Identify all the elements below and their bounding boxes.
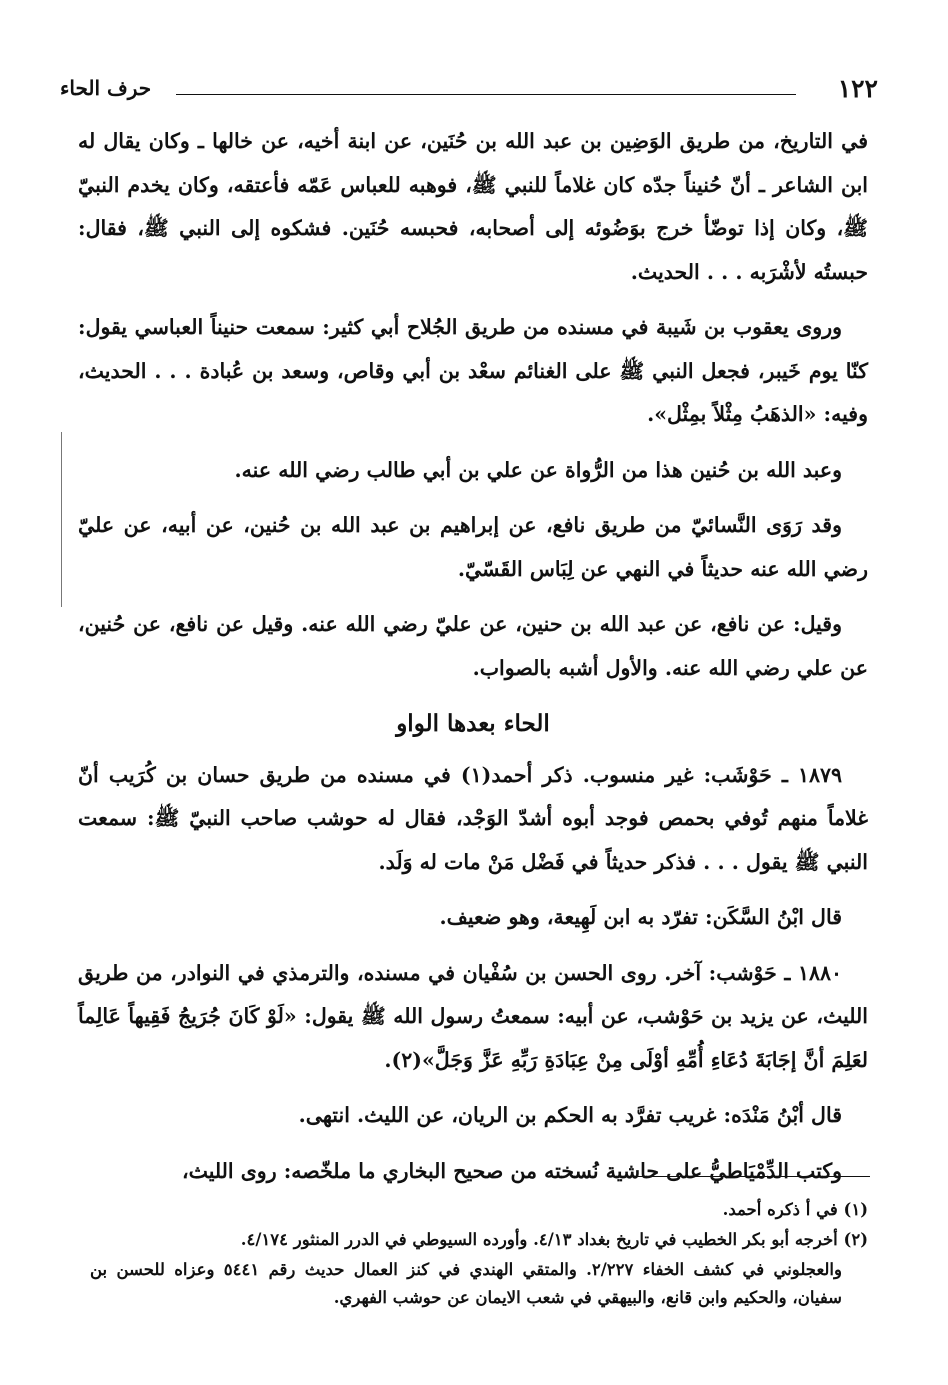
footnotes [90,1196,868,1312]
entry-1880-dimyati: وكتب الدِّمْيَاطيُّ على حاشية نُسخته من صحيح البخاري ما ملخّصه: روى الليث، [181,1158,842,1183]
paragraph-3: وعبد الله بن حُنين هذا من الرُّواة عن علي بن أبي طالب رضي الله عنه. [234,457,842,482]
page-header [60,74,878,110]
paragraph-2: وروى يعقوب بن شَيبة في مسنده من طريق الجُلاح أبي كثير: سمعت حنيناً العباسي يقول: كنّا يوم خَيبر، فجعل النبي ﷺ على الغنائم سعْد بن أبي وقاص، وسعد بن عُبادة . . . الحديث، وفيه: «الذهَبُ مِثْلاً بمِثْل». [78,315,868,426]
entry-1879: ١٨٧٩ ـ حَوْشَب: غير منسوب. ذكر أحمد(١) في مسنده من طريق حسان بن كُرَيب أنّ غلاماً منهم تُوفي بحمص فوجد أبوه أشدّ الوَجْد، فقال له حوشب صاحب النبيّ ﷺ: سمعت النبي ﷺ يقول . . . فذكر حديثاً في فَضْل مَنْ مات له وَلَد. [78,762,868,874]
paragraph-4: وقد رَوَى النَّسائيّ من طريق نافع، عن إبراهيم بن عبد الله بن حُنين، عن أبيه، عن عليّ رضي الله عنه حديثاً في النهي عن لِبَاس القَسّيّ. [78,513,868,581]
margin-line [61,432,62,607]
paragraph-5: وقيل: عن نافع، عن عبد الله بن حنين، عن عليّ رضي الله عنه. وقيل عن نافع، عن حُنين، عن علي رضي الله عنه. والأول أشبه بالصواب. [78,612,868,680]
footnote-2: (٢) أخرجه أبو بكر الخطيب في تاريخ بغداد ٤/١٣. وأورده السيوطي في الدرر المنثور ٤/١٧٤. [240,1230,868,1249]
page-number: ١٢٢ [837,74,878,103]
header-rule [176,94,796,95]
section-heading: الحاء بعدها الواو [396,710,550,737]
paragraph-1: في التاريخ، من طريق الوَضِين بن عبد الله بن حُنَين، عن ابنة أخيه، عن خالها ـ وكان يقال له ابن الشاعر ـ أنّ حُنيناً جدّه كان غلاماً للنبي ﷺ، فوهبه للعباس عَمّه فأعتقه، وكان يخدم النبيّ ﷺ، وكان إذا توضّأ خرج بوَضُوئه إلى أصحابه، فحبسه حُنَين. فشكوه إلى النبي ﷺ، فقال: حبستُه لأشْرَبه . . . الحديث. [78,129,868,284]
entry-1879-note: قال ابْنُ السَّكَن: تفرّد به ابن لَهِيعة، وهو ضعيف. [439,905,842,929]
entry-1880-note: قال أبْنُ مَنْدَه: غريب تفرَّد به الحكم بن الريان، عن الليث. انتهى. [298,1103,842,1127]
footnote-1: (١) في أ ذكره أحمد. [722,1200,868,1219]
running-title: حرف الحاء [60,76,152,100]
body-text [78,120,868,1205]
entry-1880: ١٨٨٠ ـ حَوْشب: آخر. روى الحسن بن سُفْيان في مسنده، والترمذي في النوادر، من طريق الليث، عن يزيد بن حَوْشب، عن أبيه: سمعتُ رسول الله ﷺ يقول: «لَوْ كَانَ جُرَيجُ فَقِيهاً عَالِماً لعَلِمَ أنَّ إجَابَةَ دُعَاءِ أُمِّهِ أوْلَى مِنْ عِبَادَةِ رَبِّهِ عَزَّ وَجَلَّ»(٢). [78,960,868,1072]
footnote-rule [608,1176,870,1177]
footnote-2-continuation: والعجلوني في كشف الخفاء ٢/٢٢٧. والمتقي الهندي في كنز العمال حديث رقم ٥٤٤١ وعزاه للحسن بن سفيان، والحكيم وابن قانع، والبيهقي في شعب الايمان عن حوشب الفهري. [90,1260,842,1307]
